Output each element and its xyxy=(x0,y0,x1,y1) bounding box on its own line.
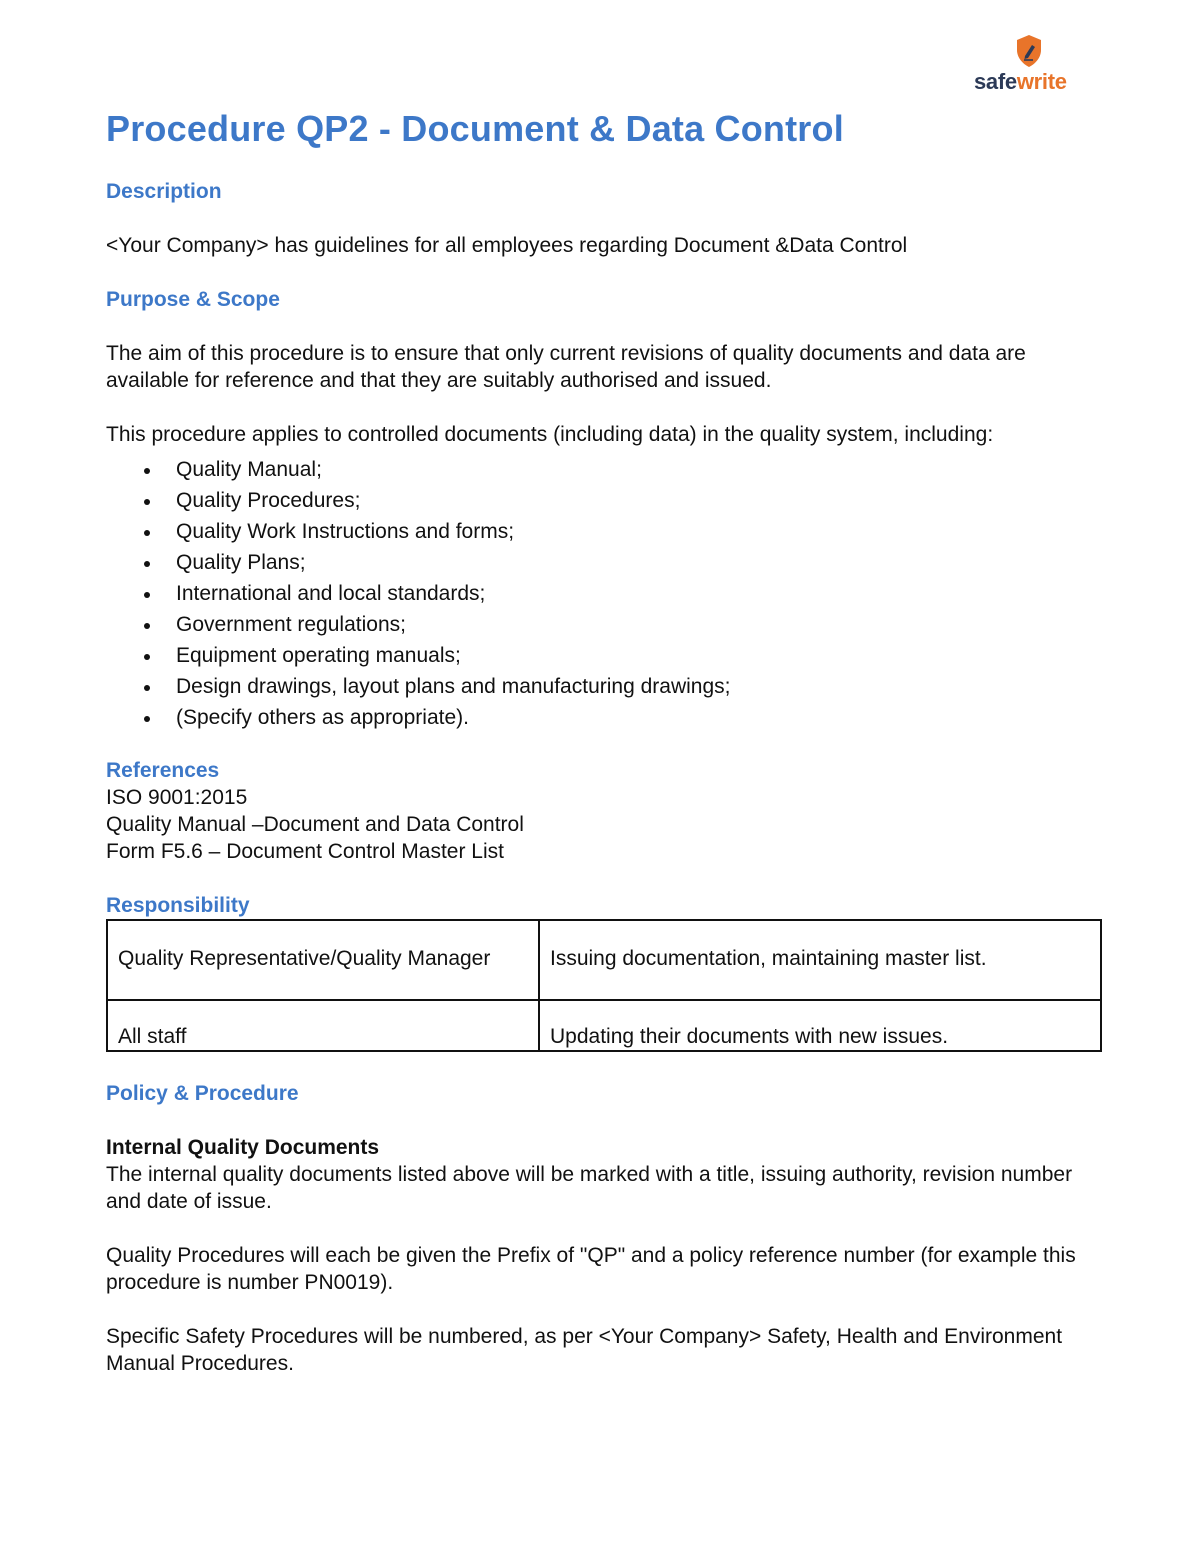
page-title: Procedure QP2 - Document & Data Control xyxy=(106,108,844,149)
policy-paragraph: The internal quality documents listed above will be marked with a title, issuing authority, revision number and date of issue. xyxy=(106,1163,1073,1213)
role-cell: Quality Representative/Quality Manager xyxy=(107,920,539,1000)
logo-text-write: write xyxy=(1016,69,1067,94)
document-body xyxy=(106,104,1102,1377)
list-item xyxy=(106,702,1102,733)
description-text: <Your Company> has guidelines for all employees regarding Document &Data Control xyxy=(106,234,908,257)
list-item-text: Design drawings, layout plans and manufacturing drawings; xyxy=(176,675,731,698)
responsibility-table xyxy=(106,919,1102,1052)
policy-paragraph: Specific Safety Procedures will be numbered, as per <Your Company> Safety, Health and Environment Manual Procedures. xyxy=(106,1325,1063,1375)
list-item-text: Government regulations; xyxy=(176,613,406,636)
list-item xyxy=(106,454,1102,485)
list-item xyxy=(106,578,1102,609)
list-item xyxy=(106,485,1102,516)
safewrite-logo xyxy=(972,34,1090,96)
logo-wordmark xyxy=(974,70,1067,94)
list-item-text: Quality Work Instructions and forms; xyxy=(176,520,515,543)
list-item xyxy=(106,609,1102,640)
bullet-icon xyxy=(144,623,150,629)
bullet-icon xyxy=(144,716,150,722)
list-item-text: Quality Procedures; xyxy=(176,489,361,512)
list-item xyxy=(106,671,1102,702)
reference-line: Quality Manual –Document and Data Control xyxy=(106,813,524,836)
bullet-icon xyxy=(144,685,150,691)
reference-line: Form F5.6 – Document Control Master List xyxy=(106,840,504,863)
section-heading-references: References xyxy=(106,759,220,782)
duty-cell: Issuing documentation, maintaining master list. xyxy=(539,920,1101,1000)
bullet-icon xyxy=(144,530,150,536)
table-row xyxy=(107,1000,1101,1051)
section-heading-description: Description xyxy=(106,180,222,203)
role-cell: All staff xyxy=(107,1000,539,1051)
bullet-icon xyxy=(144,592,150,598)
section-heading-responsibility: Responsibility xyxy=(106,894,250,917)
reference-line: ISO 9001:2015 xyxy=(106,786,248,809)
list-item-text: Equipment operating manuals; xyxy=(176,644,461,667)
list-item-text: (Specify others as appropriate). xyxy=(176,706,469,729)
list-item xyxy=(106,640,1102,671)
section-heading-purpose: Purpose & Scope xyxy=(106,288,280,311)
list-item-text: Quality Manual; xyxy=(176,458,322,481)
scope-paragraph: This procedure applies to controlled documents (including data) in the quality system, including: xyxy=(106,423,994,446)
list-item xyxy=(106,516,1102,547)
bullet-icon xyxy=(144,654,150,660)
logo-text-safe: safe xyxy=(974,69,1017,94)
controlled-documents-list xyxy=(106,454,1102,733)
bullet-icon xyxy=(144,468,150,474)
shield-pen-icon xyxy=(1014,34,1044,68)
bullet-icon xyxy=(144,499,150,505)
bullet-icon xyxy=(144,561,150,567)
purpose-paragraph: The aim of this procedure is to ensure that only current revisions of quality documents and data are available for reference and that they are suitably authorised and issued. xyxy=(106,342,1026,392)
subheading-internal-docs: Internal Quality Documents xyxy=(106,1136,380,1159)
duty-cell: Updating their documents with new issues. xyxy=(539,1000,1101,1051)
list-item-text: International and local standards; xyxy=(176,582,486,605)
policy-paragraph: Quality Procedures will each be given the Prefix of "QP" and a policy reference number (for example this procedure is number PN0019). xyxy=(106,1244,1076,1294)
section-heading-policy: Policy & Procedure xyxy=(106,1082,299,1105)
table-row xyxy=(107,920,1101,1000)
list-item-text: Quality Plans; xyxy=(176,551,306,574)
list-item xyxy=(106,547,1102,578)
